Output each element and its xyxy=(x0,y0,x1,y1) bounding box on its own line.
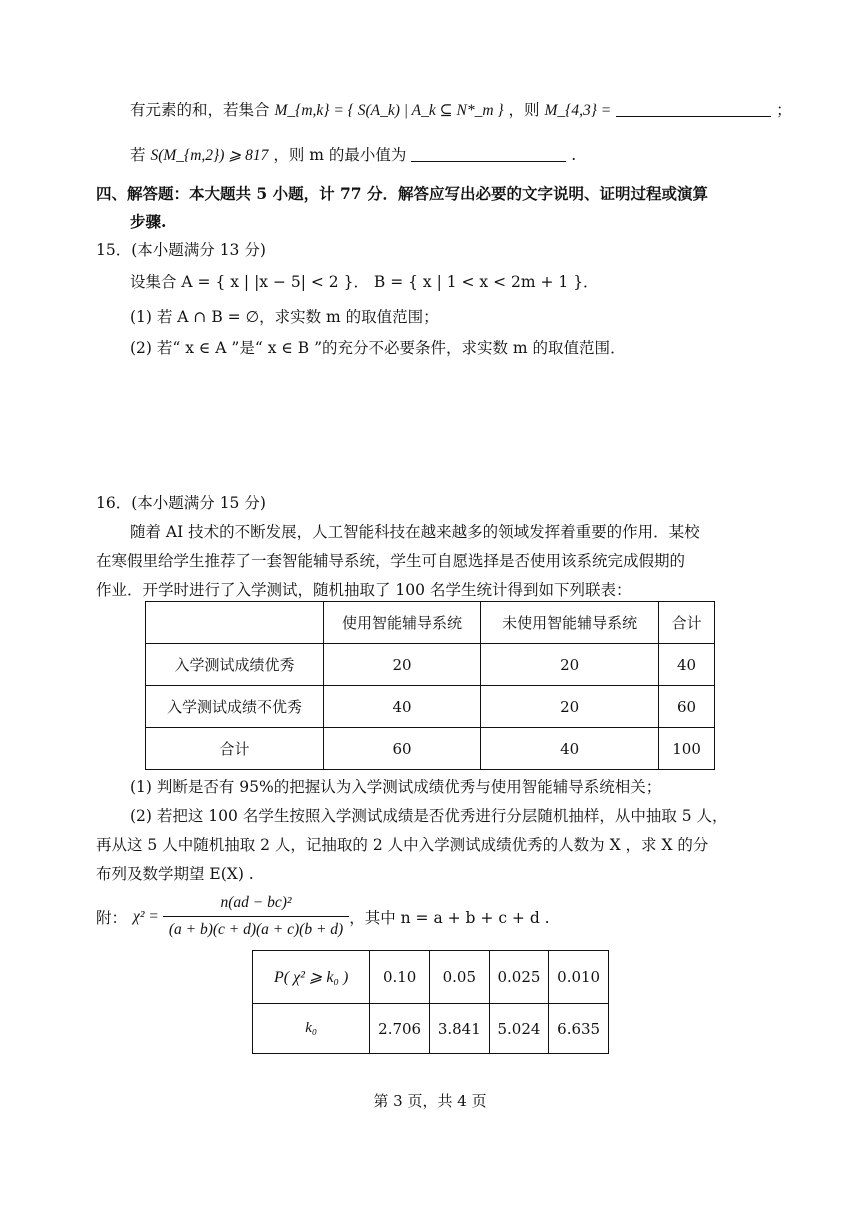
table-cell: 20 xyxy=(481,644,659,686)
q16-part2-line1: (2) 若把这 100 名学生按照入学测试成绩是否优秀进行分层随机抽样，从中抽取 5 人， xyxy=(130,807,728,825)
table-cell: 60 xyxy=(659,686,715,728)
table-cell: 60 xyxy=(323,728,480,770)
table-cell: 0.05 xyxy=(429,951,489,1004)
chi-square-formula xyxy=(96,890,550,943)
page-footer: 第 3 页，共 4 页 xyxy=(373,1092,487,1110)
critical-value-table xyxy=(252,950,609,1054)
section4-title: 四、解答题：本大题共 5 小题，计 77 分．解答应写出必要的文字说明、证明过程或演算 xyxy=(96,184,708,203)
q14-line1-end: ； xyxy=(776,101,792,119)
q16-para-line1: 随着 AI 技术的不断发展，人工智能科技在越来越多的领域发挥着重要的作用．某校 xyxy=(130,523,700,541)
q16-para-line3: 作业．开学时进行了入学测试，随机抽取了 100 名学生统计得到如下列联表： xyxy=(96,581,632,599)
table-cell: 40 xyxy=(323,686,480,728)
q14-m43-expression: M_{4,3} = xyxy=(544,102,612,119)
table-cell: 6.635 xyxy=(549,1004,609,1054)
table-cell: 入学测试成绩优秀 xyxy=(146,644,324,686)
table-row xyxy=(146,686,715,728)
q15-given: 设集合 A = { x | |x − 5| < 2 }． B = { x | 1 < x < 2m + 1 }． xyxy=(130,273,599,291)
q14-line2-mid: ，则 m 的最小值为 xyxy=(273,146,407,164)
q16-part2-line2: 再从这 5 人中随机抽取 2 人，记抽取的 2 人中入学测试成绩优秀的人数为 X ，求 X 的分 xyxy=(96,836,709,854)
table-cell: 0.025 xyxy=(489,951,549,1004)
chi-square-denominator: (a + b)(c + d)(a + c)(b + d) xyxy=(168,921,344,938)
q14-line2-prefix: 若 xyxy=(130,146,146,164)
table-cell: 5.024 xyxy=(489,1004,549,1054)
q14-then: ，则 xyxy=(508,101,540,119)
table-cell: 20 xyxy=(323,644,480,686)
table-cell: 20 xyxy=(481,686,659,728)
table-header-cell xyxy=(146,602,324,644)
q16-para-line2: 在寒假里给学生推荐了一套智能辅导系统，学生可自愿选择是否使用该系统完成假期的 xyxy=(96,552,686,570)
table-row xyxy=(253,1004,609,1054)
table-cell: 100 xyxy=(659,728,715,770)
table-cell: 40 xyxy=(481,728,659,770)
chi-square-lhs: χ² = xyxy=(133,907,159,925)
q14-line2 xyxy=(130,143,576,165)
table-cell: 入学测试成绩不优秀 xyxy=(146,686,324,728)
table-cell: k₀ xyxy=(253,1004,370,1054)
appendix-label: 附： xyxy=(96,908,128,927)
q14-s-expression: S(M_{m,2}) ⩾ 817 xyxy=(150,147,269,164)
section4-title-cont: 步骤. xyxy=(130,212,167,231)
q14-set-expression: M_{m,k} = { S(A_k) | A_k ⊆ N*_m } xyxy=(274,102,504,119)
table-header-cell: 合计 xyxy=(659,602,715,644)
table-cell: 0.10 xyxy=(370,951,430,1004)
answer-blank-2[interactable] xyxy=(411,161,566,162)
table-cell: P( χ² ⩾ k₀ ) xyxy=(253,951,370,1004)
q16-part2-line3: 布列及数学期望 E(X) . xyxy=(96,865,254,883)
q15-part2: (2) 若“ x ∈ A ”是“ x ∈ B ”的充分不必要条件，求实数 m 的取值范围． xyxy=(130,339,626,357)
chi-square-fraction xyxy=(163,890,349,943)
table-row xyxy=(146,728,715,770)
table-row xyxy=(146,644,715,686)
chi-square-numerator: n(ad − bc)² xyxy=(163,890,349,917)
table-header-cell: 使用智能辅导系统 xyxy=(323,602,480,644)
contingency-header-row xyxy=(146,602,715,644)
answer-blank-1[interactable] xyxy=(616,116,771,117)
q16-part1: (1) 判断是否有 95%的把握认为入学测试成绩优秀与使用智能辅导系统相关； xyxy=(130,778,662,796)
table-cell: 3.841 xyxy=(429,1004,489,1054)
q14-line2-end: . xyxy=(571,146,577,164)
table-row xyxy=(253,951,609,1004)
table-header-cell: 未使用智能辅导系统 xyxy=(481,602,659,644)
contingency-table xyxy=(145,601,715,770)
q14-line1 xyxy=(130,98,792,120)
table-cell: 0.010 xyxy=(549,951,609,1004)
q15-header: 15．(本小题满分 13 分) xyxy=(96,241,266,259)
table-cell: 40 xyxy=(659,644,715,686)
chi-square-where: ，其中 n = a + b + c + d . xyxy=(349,908,550,927)
q15-part1: (1) 若 A ∩ B = ∅，求实数 m 的取值范围； xyxy=(130,308,439,326)
q14-line1-prefix: 有元素的和，若集合 xyxy=(130,101,270,119)
q16-header: 16．(本小题满分 15 分) xyxy=(96,494,266,512)
table-cell: 2.706 xyxy=(370,1004,430,1054)
table-cell: 合计 xyxy=(146,728,324,770)
